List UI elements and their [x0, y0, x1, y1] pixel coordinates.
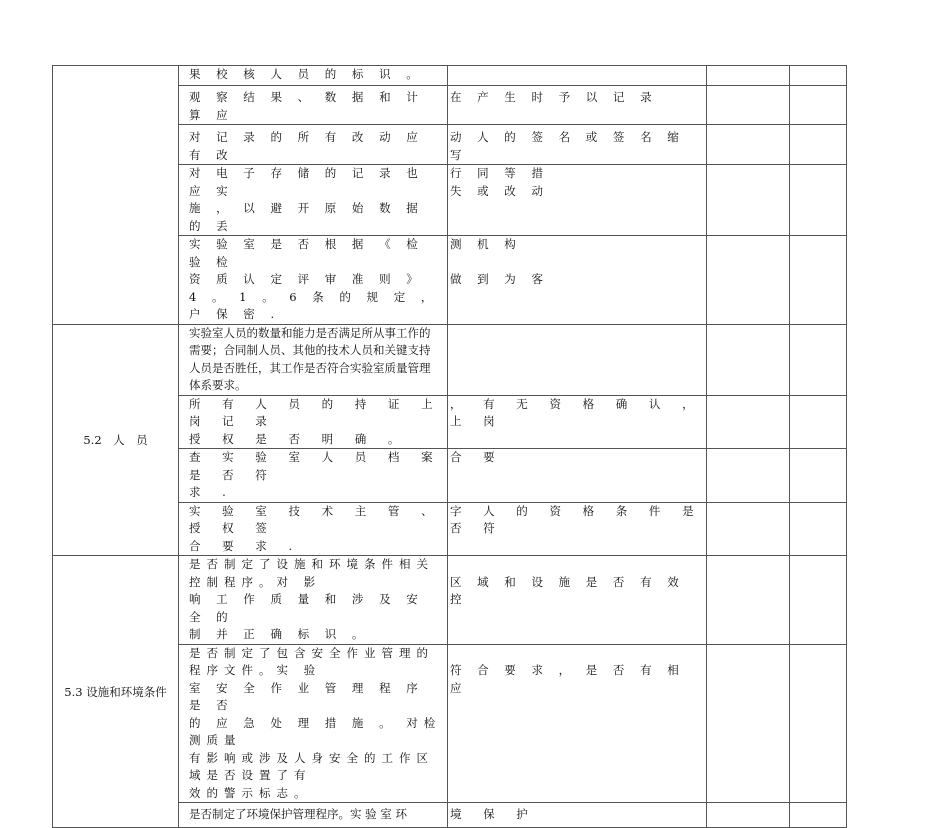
empty-cell [790, 644, 847, 803]
item-cell: 是否制定了设施和环境条件相关控制程序。对 影 响 工 作 质 量 和 涉 及 安 全 的 制 并 正 确 标 识 。 [179, 556, 448, 645]
item-cell: 实 验 室 是 否 根 据 《 检 验 检 资 质 认 定 评 审 准 则 》 4 。 1 。 6 条 的 规 定 ， 户 保 密 . [179, 236, 448, 325]
section-label-personnel: 5.2 人 员 [53, 324, 179, 556]
item-cell: 对 电 子 存 储 的 记 录 也 应 实 施 ， 以 避 开 原 始 数 据 的 丢 [179, 165, 448, 236]
item-cell: 是否制定了包含安全作业管理的程序文件。实 验 室 安 全 作 业 管 理 程 序 是 否 的 应 急 处 理 措 施 。 对检测质量 有影响或涉及人身安全的工作区域是否设置了有 效的警示标志。 [179, 644, 448, 803]
empty-cell [790, 125, 847, 165]
item-cell: 实验室人员的数量和能力是否满足所从事工作的 需要；合同制人员、其他的技术人员和关键支持 人员是否胜任，其工作是否符合实验室质量管理 体系要求。 [179, 324, 448, 395]
empty-cell [707, 449, 790, 503]
empty-cell [707, 803, 790, 828]
empty-cell [790, 556, 847, 645]
empty-cell [707, 395, 790, 449]
empty-cell [707, 66, 790, 86]
item-cell-continued [448, 324, 707, 395]
empty-cell [790, 236, 847, 325]
checklist-table [52, 65, 847, 828]
empty-cell [790, 66, 847, 86]
empty-cell [707, 236, 790, 325]
empty-cell [707, 125, 790, 165]
item-cell: 果 校 核 人 员 的 标 识 。 [179, 66, 448, 86]
empty-cell [790, 395, 847, 449]
item-cell-continued: 字 人 的 资 格 条 件 是 否 符 [448, 502, 707, 556]
empty-cell [790, 502, 847, 556]
empty-cell [790, 86, 847, 125]
table-row [53, 66, 847, 86]
section-cell-continued [53, 66, 179, 325]
item-cell: 查 实 验 室 人 员 档 案 是 否 符 求 . [179, 449, 448, 503]
item-cell-continued [448, 66, 707, 86]
item-cell-continued: 区 域 和 设 施 是 否 有 效 控 [448, 556, 707, 645]
empty-cell [790, 165, 847, 236]
item-cell-continued: 在 产 生 时 予 以 记 录 [448, 86, 707, 125]
empty-cell [790, 449, 847, 503]
item-cell: 实 验 室 技 术 主 管 、 授 权 签 合 要 求 . [179, 502, 448, 556]
item-cell: 对 记 录 的 所 有 改 动 应 有 改 [179, 125, 448, 165]
item-cell-continued: 行 同 等 措 失 或 改 动 [448, 165, 707, 236]
item-cell-continued: 符 合 要 求 ， 是 否 有 相 应 [448, 644, 707, 803]
item-cell-continued: 境 保 护 [448, 803, 707, 828]
item-cell-continued: ， 有 无 资 格 确 认 ， 上 岗 [448, 395, 707, 449]
table-row [53, 556, 847, 645]
item-cell-continued: 测 机 构 做 到 为 客 [448, 236, 707, 325]
empty-cell [707, 556, 790, 645]
item-cell: 所 有 人 员 的 持 证 上 岗 记 录 授 权 是 否 明 确 。 [179, 395, 448, 449]
empty-cell [707, 86, 790, 125]
item-cell: 是否制定了环境保护管理程序。实 验 室 环 [179, 803, 448, 828]
empty-cell [790, 803, 847, 828]
empty-cell [707, 644, 790, 803]
item-cell-continued: 合 要 [448, 449, 707, 503]
section-label-facilities: 5.3 设施和环境条件 [53, 556, 179, 828]
item-cell-continued: 动 人 的 签 名 或 签 名 缩 写 [448, 125, 707, 165]
table-row [53, 324, 847, 395]
empty-cell [707, 165, 790, 236]
item-cell: 观 察 结 果 、 数 据 和 计 算 应 [179, 86, 448, 125]
empty-cell [707, 324, 790, 395]
empty-cell [707, 502, 790, 556]
empty-cell [790, 324, 847, 395]
